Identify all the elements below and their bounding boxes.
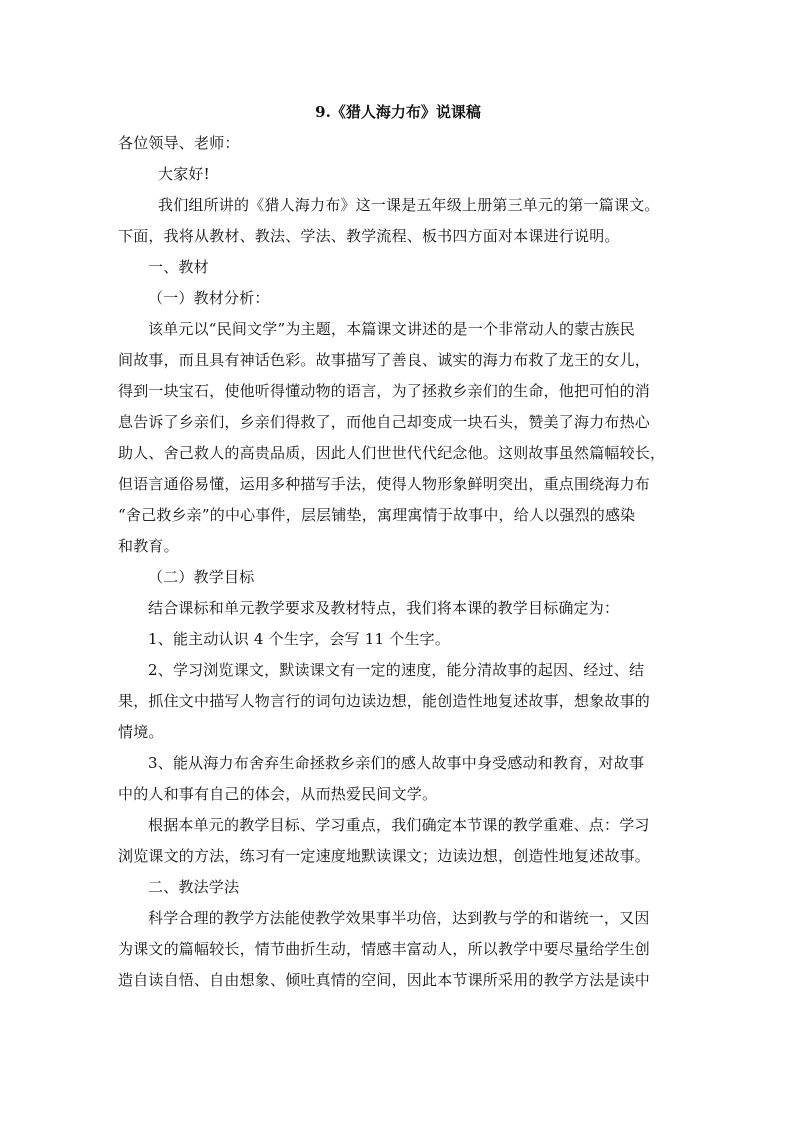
- text-line: 大家好!: [158, 165, 210, 183]
- text-line: 情境。: [118, 723, 164, 741]
- text-line: 2、学习浏览课文，默读课文有一定的速度，能分清故事的起因、经过、结: [148, 661, 645, 679]
- document-title: 9.《猎人海力布》说课稿: [315, 103, 481, 121]
- text-line: 二、教法学法: [148, 878, 240, 896]
- text-line: 息告诉了乡亲们，乡亲们得救了，而他自己却变成一块石头，赞美了海力布热心: [118, 413, 651, 431]
- text-line: 和教育。: [118, 537, 179, 555]
- text-line: 间故事，而且具有神话色彩。故事描写了善良、诚实的海力布救了龙王的女儿，: [118, 351, 651, 369]
- text-line: 各位领导、老师：: [118, 134, 240, 152]
- text-line: 助人、舍己救人的高贵品质，因此人们世世代代纪念他。这则故事虽然篇幅较长，: [118, 444, 666, 462]
- text-line: 果，抓住文中描写人物言行的词句边读边想，能创造性地复述故事，想象故事的: [118, 692, 651, 710]
- text-line: 根据本单元的教学目标、学习重点，我们确定本节课的教学重难、点：学习: [148, 816, 650, 834]
- text-line: 为课文的篇幅较长，情节曲折生动，情感丰富动人，所以教学中要尽量给学生创: [118, 940, 651, 958]
- text-line: 3、能从海力布舍弃生命拯救乡亲们的感人故事中身受感动和教育，对故事: [148, 754, 645, 772]
- text-line: 该单元以“民间文学”为主题，本篇课文讲述的是一个非常动人的蒙古族民: [148, 320, 635, 338]
- text-line: 浏览课文的方法，练习有一定速度地默读课文；边读边想，创造性地复述故事。: [118, 847, 651, 865]
- text-line: 科学合理的教学方法能使教学效果事半功倍，达到教与学的和谐统一，又因: [148, 909, 650, 927]
- text-line: 造自读自悟、自由想象、倾吐真情的空间，因此本节课所采用的教学方法是读中: [118, 971, 651, 989]
- text-line: 结合课标和单元教学要求及教材特点，我们将本课的教学目标确定为：: [148, 599, 620, 617]
- text-line: “舍己救乡亲”的中心事件，层层铺垫，寓理寓情于故事中，给人以强烈的感染: [118, 506, 636, 524]
- text-line: 1、能主动认识 4 个生字，会写 11 个生字。: [148, 630, 451, 648]
- text-line: （二）教学目标: [148, 568, 255, 586]
- text-line: 我们组所讲的《猎人海力布》这一课是五年级上册第三单元的第一篇课文。: [158, 196, 660, 214]
- text-line: 下面，我将从教材、教法、学法、教学流程、板书四方面对本课进行说明。: [118, 227, 620, 245]
- text-line: 但语言通俗易懂，运用多种描写手法，使得人物形象鲜明突出，重点围绕海力布: [118, 475, 651, 493]
- text-line: 中的人和事有自己的体会，从而热爱民间文学。: [118, 785, 438, 803]
- document-body: [118, 128, 678, 996]
- document-page: [118, 96, 678, 996]
- text-line: 得到一块宝石，使他听得懂动物的语言，为了拯救乡亲们的生命，他把可怕的消: [118, 382, 651, 400]
- text-line: 一、教材: [148, 258, 209, 276]
- text-line: （一）教材分析：: [148, 289, 270, 307]
